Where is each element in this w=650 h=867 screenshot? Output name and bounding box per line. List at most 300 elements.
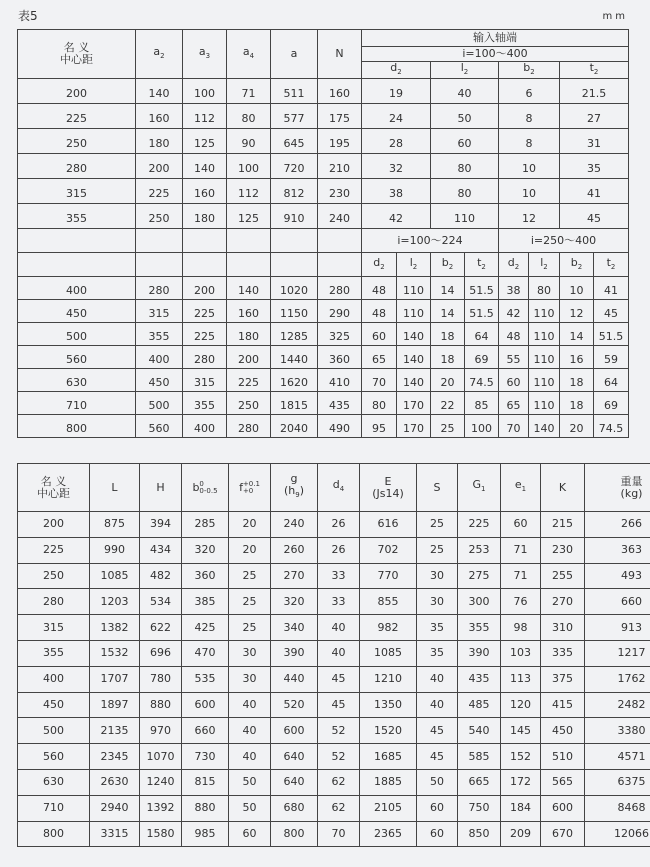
table-cell: 90	[227, 129, 271, 154]
table-cell: 14	[560, 323, 594, 346]
table-cell: 48	[362, 277, 397, 300]
table-cell: 20	[431, 369, 465, 392]
table-cell: 21.5	[560, 79, 629, 104]
table-cell: 40	[229, 718, 271, 744]
table-cell: 60	[417, 795, 458, 821]
table-cell: 100	[227, 154, 271, 179]
table-cell: 76	[501, 589, 541, 615]
table-cell: 410	[318, 369, 362, 392]
table-cell: 255	[541, 563, 585, 589]
table-cell: 51.5	[594, 323, 629, 346]
table-cell: 184	[501, 795, 541, 821]
table-cell: 18	[560, 392, 594, 415]
table-cell: 1085	[90, 563, 140, 589]
table-cell: 534	[140, 589, 182, 615]
table-cell: 50	[229, 769, 271, 795]
table-cell: 630	[18, 369, 136, 392]
table-cell: 280	[18, 154, 136, 179]
table-cell: 1210	[360, 666, 417, 692]
table-cell: 140	[136, 79, 183, 104]
table-cell: 982	[360, 615, 417, 641]
table-cell: 720	[271, 154, 318, 179]
table-cell: 145	[501, 718, 541, 744]
table-cell: 62	[318, 769, 360, 795]
table-cell: 1240	[140, 769, 182, 795]
table-cell: 225	[183, 300, 227, 323]
table-cell: 600	[541, 795, 585, 821]
table-cell: 250	[227, 392, 271, 415]
table-cell: 40	[229, 744, 271, 770]
lower-rows	[18, 277, 629, 438]
table-cell: 22	[431, 392, 465, 415]
table-cell: 18	[431, 323, 465, 346]
header-a3: $a_3$	[183, 30, 227, 79]
table-cell: 71	[501, 537, 541, 563]
table-cell: 1382	[90, 615, 140, 641]
table-cell: 65	[499, 392, 529, 415]
table-cell: 160	[183, 179, 227, 204]
table-cell: 990	[90, 537, 140, 563]
table-cell: 140	[397, 369, 431, 392]
table-cell: 103	[501, 640, 541, 666]
table-cell: 110	[529, 369, 560, 392]
table-cell: 363	[585, 537, 650, 563]
table-cell: 80	[362, 392, 397, 415]
table-cell: 340	[271, 615, 318, 641]
table-row	[18, 640, 650, 666]
table-cell: 490	[318, 415, 362, 438]
header2-e: E (Js14)	[360, 464, 417, 512]
table-cell: 450	[136, 369, 183, 392]
table-row	[18, 369, 629, 392]
table-row	[18, 154, 629, 179]
table-cell: 500	[18, 323, 136, 346]
table-cell: 200	[18, 512, 90, 538]
table-cell: 25	[417, 537, 458, 563]
table-cell: 1580	[140, 821, 182, 847]
table-cell: 730	[182, 744, 229, 770]
table-cell: 855	[360, 589, 417, 615]
table-cell: 200	[136, 154, 183, 179]
table-row	[18, 563, 650, 589]
table-cell: 71	[501, 563, 541, 589]
table-cell: 80	[227, 104, 271, 129]
table-cell: 440	[271, 666, 318, 692]
table-cell: 400	[183, 415, 227, 438]
table-cell: 240	[318, 204, 362, 229]
table-row	[18, 821, 650, 847]
table-cell: 1897	[90, 692, 140, 718]
header-a2: $a_2$	[136, 30, 183, 79]
table-cell: 112	[183, 104, 227, 129]
table-cell: 2105	[360, 795, 417, 821]
table-row	[18, 104, 629, 129]
table-cell: 209	[501, 821, 541, 847]
table-cell: 50	[431, 104, 499, 129]
table-cell: 315	[18, 615, 90, 641]
table-cell: 880	[182, 795, 229, 821]
table-cell: 31	[560, 129, 629, 154]
table-cell: 200	[227, 346, 271, 369]
table-cell: 560	[136, 415, 183, 438]
table-cell: 64	[465, 323, 499, 346]
table-cell: 1350	[360, 692, 417, 718]
header-l2-high: $l_2$	[529, 253, 560, 277]
table-cell: 985	[182, 821, 229, 847]
table-title: 表5	[18, 9, 38, 23]
table-row	[18, 795, 650, 821]
table-cell: 2135	[90, 718, 140, 744]
header-ratio-range: i=100～400	[362, 47, 629, 62]
table-cell: 1150	[271, 300, 318, 323]
table-cell: 110	[431, 204, 499, 229]
table-cell: 434	[140, 537, 182, 563]
table-cell: 3315	[90, 821, 140, 847]
table-cell: 140	[397, 346, 431, 369]
table-cell: 38	[362, 179, 431, 204]
table-cell: 30	[229, 640, 271, 666]
table-cell: 520	[271, 692, 318, 718]
table-row	[18, 537, 650, 563]
table-cell: 280	[183, 346, 227, 369]
table-cell: 14	[431, 277, 465, 300]
table-cell: 52	[318, 718, 360, 744]
table-cell: 770	[360, 563, 417, 589]
table-cell: 812	[271, 179, 318, 204]
table-cell: 35	[560, 154, 629, 179]
table-cell: 1520	[360, 718, 417, 744]
table-cell: 390	[271, 640, 318, 666]
table-cell: 19	[362, 79, 431, 104]
table-cell: 1815	[271, 392, 318, 415]
table-cell: 71	[227, 79, 271, 104]
header-l2: $l_2$	[431, 62, 499, 79]
table-cell: 630	[18, 769, 90, 795]
table-cell: 12066	[585, 821, 650, 847]
header-a: a	[271, 30, 318, 79]
header-b2-low: $b_2$	[431, 253, 465, 277]
unit-label: mm	[602, 11, 628, 22]
table-cell: 80	[431, 179, 499, 204]
table-cell: 260	[271, 537, 318, 563]
table-cell: 8	[499, 104, 560, 129]
table-cell: 210	[318, 154, 362, 179]
table-row	[18, 179, 629, 204]
table-cell: 710	[18, 392, 136, 415]
table-cell: 253	[458, 537, 501, 563]
table-cell: 565	[541, 769, 585, 795]
table-cell: 300	[458, 589, 501, 615]
table-cell: 640	[271, 744, 318, 770]
table-cell: 195	[318, 129, 362, 154]
table-cell: 200	[18, 79, 136, 104]
table-cell: 51.5	[465, 300, 499, 323]
table-cell: 10	[499, 179, 560, 204]
table-cell: 42	[499, 300, 529, 323]
table-cell: 10	[560, 277, 594, 300]
table-cell: 493	[585, 563, 650, 589]
table-cell: 1392	[140, 795, 182, 821]
table-cell: 696	[140, 640, 182, 666]
table-cell: 60	[229, 821, 271, 847]
header2-k: K	[541, 464, 585, 512]
table-row	[18, 204, 629, 229]
table-cell: 8	[499, 129, 560, 154]
table-cell: 6375	[585, 769, 650, 795]
table-cell: 640	[271, 769, 318, 795]
table-cell: 112	[227, 179, 271, 204]
table-cell: 225	[18, 104, 136, 129]
table-row	[18, 692, 650, 718]
table-cell: 225	[458, 512, 501, 538]
table-cell: 385	[182, 589, 229, 615]
header-d2-high: $d_2$	[499, 253, 529, 277]
header-b2: $b_2$	[499, 62, 560, 79]
table-cell: 680	[271, 795, 318, 821]
table-cell: 470	[182, 640, 229, 666]
table-cell: 30	[417, 563, 458, 589]
table-cell: 910	[271, 204, 318, 229]
table-cell: 45	[594, 300, 629, 323]
table-cell: 65	[362, 346, 397, 369]
header-l2-low: $l_2$	[397, 253, 431, 277]
table-cell: 360	[318, 346, 362, 369]
header2-weight: 重量 (kg)	[585, 464, 650, 512]
table2-rows	[18, 512, 650, 847]
table-cell: 110	[529, 323, 560, 346]
table-cell: 48	[499, 323, 529, 346]
table-cell: 140	[183, 154, 227, 179]
table-cell: 280	[318, 277, 362, 300]
header-t2-high: $t_2$	[594, 253, 629, 277]
table-cell: 10	[499, 154, 560, 179]
dimension-table-2	[17, 463, 650, 847]
table-cell: 59	[594, 346, 629, 369]
table-cell: 645	[271, 129, 318, 154]
table-cell: 450	[18, 300, 136, 323]
table-cell: 26	[318, 537, 360, 563]
header2-e1: $e_1$	[501, 464, 541, 512]
table-cell: 42	[362, 204, 431, 229]
table-cell: 450	[541, 718, 585, 744]
header-b2-high: $b_2$	[560, 253, 594, 277]
table-cell: 1707	[90, 666, 140, 692]
header-center-distance: 名 义 中心距	[18, 30, 136, 79]
table-cell: 800	[271, 821, 318, 847]
table-cell: 35	[417, 615, 458, 641]
table-row	[18, 129, 629, 154]
table-cell: 140	[397, 323, 431, 346]
table-cell: 16	[560, 346, 594, 369]
table-cell: 425	[182, 615, 229, 641]
table-cell: 2040	[271, 415, 318, 438]
table-cell: 18	[431, 346, 465, 369]
table-cell: 80	[529, 277, 560, 300]
table-cell: 710	[18, 795, 90, 821]
header2-l: L	[90, 464, 140, 512]
table-cell: 125	[227, 204, 271, 229]
table-cell: 482	[140, 563, 182, 589]
table-cell: 435	[318, 392, 362, 415]
table-cell: 69	[594, 392, 629, 415]
table-cell: 14	[431, 300, 465, 323]
table-cell: 24	[362, 104, 431, 129]
table-cell: 230	[541, 537, 585, 563]
table-cell: 26	[318, 512, 360, 538]
table-cell: 335	[541, 640, 585, 666]
table-cell: 110	[397, 277, 431, 300]
table-cell: 315	[136, 300, 183, 323]
header-t2-low: $t_2$	[465, 253, 499, 277]
table-cell: 60	[499, 369, 529, 392]
table-cell: 511	[271, 79, 318, 104]
table-cell: 25	[229, 563, 271, 589]
table-cell: 41	[594, 277, 629, 300]
table-cell: 8468	[585, 795, 650, 821]
table-cell: 33	[318, 589, 360, 615]
table-cell: 74.5	[594, 415, 629, 438]
table-cell: 25	[229, 589, 271, 615]
table-cell: 180	[227, 323, 271, 346]
table-cell: 1085	[360, 640, 417, 666]
table-cell: 660	[182, 718, 229, 744]
table-cell: 33	[318, 563, 360, 589]
table-cell: 95	[362, 415, 397, 438]
table-cell: 310	[541, 615, 585, 641]
table-cell: 120	[501, 692, 541, 718]
table-cell: 577	[271, 104, 318, 129]
table-cell: 45	[560, 204, 629, 229]
table-cell: 2630	[90, 769, 140, 795]
table-cell: 360	[182, 563, 229, 589]
table-cell: 6	[499, 79, 560, 104]
table-cell: 800	[18, 821, 90, 847]
header-n: N	[318, 30, 362, 79]
table-row	[18, 666, 650, 692]
table-cell: 32	[362, 154, 431, 179]
table-cell: 780	[140, 666, 182, 692]
table-cell: 110	[397, 300, 431, 323]
table-cell: 62	[318, 795, 360, 821]
table-cell: 3380	[585, 718, 650, 744]
header2-f: f+0.1 +0	[229, 464, 271, 512]
table-row	[18, 415, 629, 438]
table-cell: 12	[499, 204, 560, 229]
table-cell: 535	[182, 666, 229, 692]
table-cell: 970	[140, 718, 182, 744]
table-cell: 48	[362, 300, 397, 323]
table-row	[18, 589, 650, 615]
table-row	[18, 346, 629, 369]
table-cell: 225	[227, 369, 271, 392]
table-cell: 50	[417, 769, 458, 795]
table-cell: 280	[136, 277, 183, 300]
table-cell: 175	[318, 104, 362, 129]
table-cell: 51.5	[465, 277, 499, 300]
table-row	[18, 392, 629, 415]
header2-center-distance: 名 义 中心距	[18, 464, 90, 512]
table-cell: 2365	[360, 821, 417, 847]
table-cell: 355	[458, 615, 501, 641]
dimension-table-1	[17, 29, 629, 438]
table-cell: 315	[18, 179, 136, 204]
table-cell: 170	[397, 415, 431, 438]
table-cell: 52	[318, 744, 360, 770]
table-cell: 375	[541, 666, 585, 692]
header-ratio-low: i=100～224	[362, 229, 499, 253]
table-cell: 70	[318, 821, 360, 847]
table-cell: 665	[458, 769, 501, 795]
table-cell: 1203	[90, 589, 140, 615]
table-cell: 750	[458, 795, 501, 821]
table-cell: 20	[229, 537, 271, 563]
table-cell: 225	[183, 323, 227, 346]
table-cell: 616	[360, 512, 417, 538]
table-cell: 875	[90, 512, 140, 538]
table-cell: 394	[140, 512, 182, 538]
table-cell: 585	[458, 744, 501, 770]
table-cell: 560	[18, 744, 90, 770]
table-cell: 55	[499, 346, 529, 369]
table-cell: 355	[18, 204, 136, 229]
table-cell: 110	[529, 300, 560, 323]
upper-rows	[18, 79, 629, 229]
table-cell: 1440	[271, 346, 318, 369]
header2-b0: b0 0-0.5	[182, 464, 229, 512]
table-cell: 2482	[585, 692, 650, 718]
table-cell: 113	[501, 666, 541, 692]
table-cell: 250	[18, 563, 90, 589]
table-cell: 290	[318, 300, 362, 323]
header-d2: $d_2$	[362, 62, 431, 79]
table-cell: 280	[227, 415, 271, 438]
header-d2-low: $d_2$	[362, 253, 397, 277]
table-cell: 320	[271, 589, 318, 615]
table-cell: 240	[271, 512, 318, 538]
table-cell: 64	[594, 369, 629, 392]
table-row	[18, 323, 629, 346]
table-cell: 80	[431, 154, 499, 179]
table-cell: 250	[136, 204, 183, 229]
table-cell: 270	[271, 563, 318, 589]
table-cell: 1070	[140, 744, 182, 770]
table-cell: 400	[18, 666, 90, 692]
table-cell: 850	[458, 821, 501, 847]
table-cell: 560	[18, 346, 136, 369]
table-row	[18, 615, 650, 641]
table-cell: 20	[229, 512, 271, 538]
table-cell: 4571	[585, 744, 650, 770]
table-cell: 225	[136, 179, 183, 204]
table-cell: 45	[318, 692, 360, 718]
table-cell: 20	[560, 415, 594, 438]
table-cell: 200	[183, 277, 227, 300]
header-ratio-high: i=250～400	[499, 229, 629, 253]
table-row	[18, 769, 650, 795]
header-a4: $a_4$	[227, 30, 271, 79]
table-cell: 152	[501, 744, 541, 770]
table-cell: 285	[182, 512, 229, 538]
table-cell: 1885	[360, 769, 417, 795]
table-cell: 140	[529, 415, 560, 438]
table-cell: 600	[182, 692, 229, 718]
table-cell: 400	[136, 346, 183, 369]
table-cell: 60	[501, 512, 541, 538]
table-cell: 60	[417, 821, 458, 847]
table-cell: 125	[183, 129, 227, 154]
table-cell: 450	[18, 692, 90, 718]
table-cell: 1217	[585, 640, 650, 666]
